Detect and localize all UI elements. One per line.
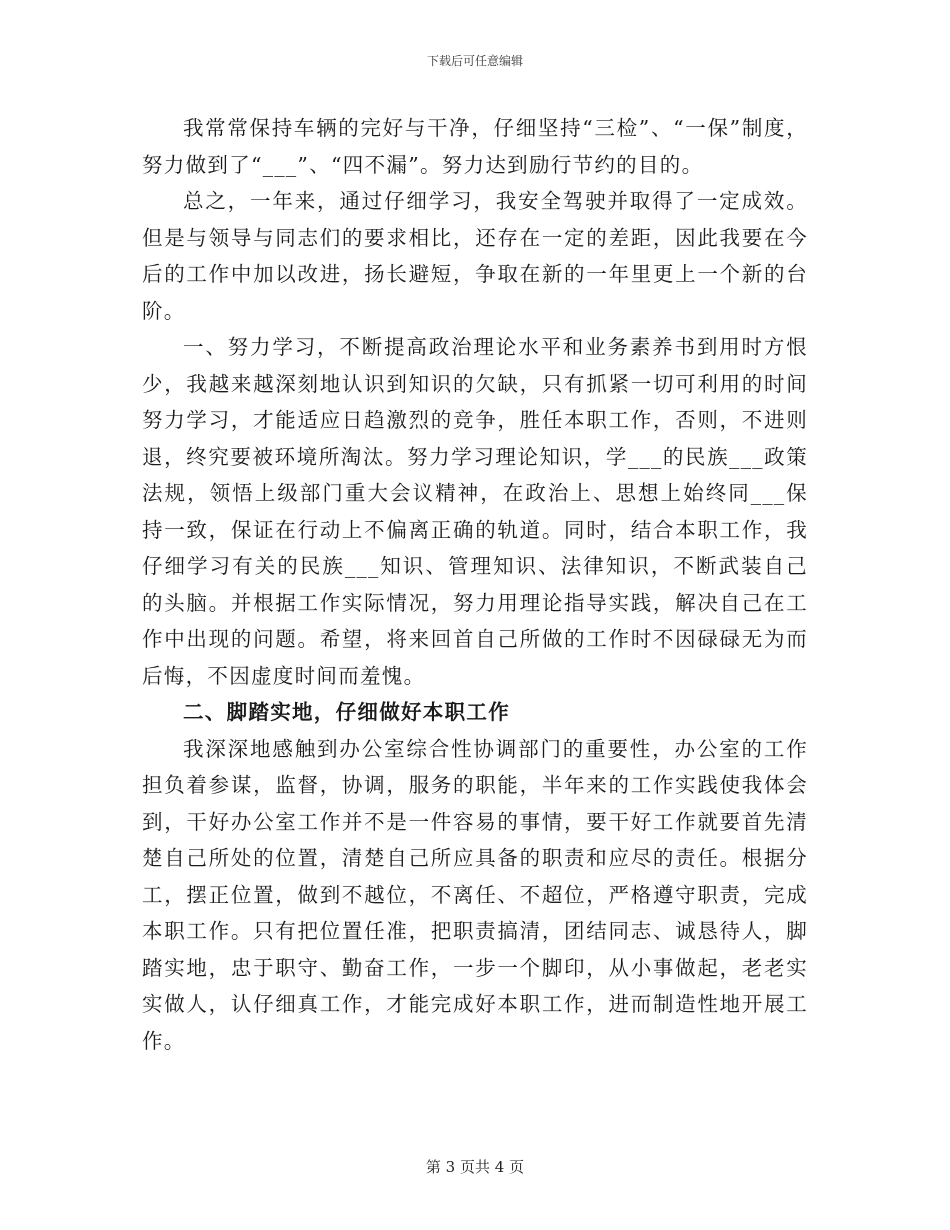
paragraph-vehicle-maintenance: 我常常保持车辆的完好与干净，仔细坚持“三检”、“一保”制度，努力做到了“___”、“四不漏”。努力达到励行节约的目的。 xyxy=(142,116,808,177)
paragraph-summary: 总之，一年来，通过仔细学习，我安全驾驶并取得了一定成效。但是与领导与同志们的要求相比，还存在一定的差距，因此我要在今后的工作中加以改进，扬长避短，争取在新的一年里更上一个新的台阶。 xyxy=(142,189,808,323)
section-heading: 二、脚踏实地，仔细做好本职工作 xyxy=(183,700,510,724)
page-header: 下载后可任意编辑 xyxy=(426,54,523,68)
page-number: 第 3 页共 4 页 xyxy=(425,1158,525,1176)
paragraph-study: 一、努力学习，不断提高政治理论水平和业务素养书到用时方恨少，我越来越深刻地认识到知识的欠缺，只有抓紧一切可利用的时间努力学习，才能适应日趋激烈的竞争，胜任本职工作，否则，不进则退，终究要被环境所淘汰。努力学习理论知识，学___的民族___政策法规，领悟上级部门重大会议精神，在政治上、思想上始终同___保持一致，保证在行动上不偏离正确的轨道。同时，结合本职工作，我仔细学习有关的民族___知识、管理知识、法律知识，不断武装自己的头脑。并根据工作实际情况，努力用理论指导实践，解决自己在工作中出现的问题。希望，将来回首自己所做的工作时不因碌碌无为而后悔，不因虚度时间而羞愧。 xyxy=(142,335,808,688)
paragraph-office-work: 我深深地感触到办公室综合性协调部门的重要性，办公室的工作担负着参谋，监督，协调，服务的职能，半年来的工作实践使我体会到，干好办公室工作并不是一件容易的事情，要干好工作就要首先清楚自己所处的位置，清楚自己所应具备的职责和应尽的责任。根据分工，摆正位置，做到不越位，不离任、不超位，严格遵守职责，完成本职工作。只有把位置任准，把职责搞清，团结同志、诚恳待人，脚踏实地，忠于职守、勤奋工作，一步一个脚印，从小事做起，老老实实做人，认仔细真工作，才能完成好本职工作，进而制造性地开展工作。 xyxy=(142,736,808,1053)
document-body xyxy=(142,110,808,1059)
